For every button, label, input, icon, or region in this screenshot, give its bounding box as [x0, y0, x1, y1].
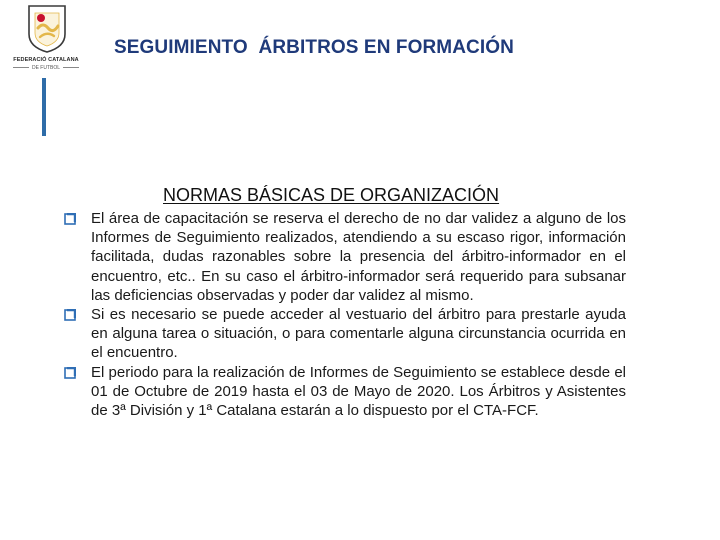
checkbox-icon: [64, 213, 76, 225]
page-title: SEGUIMIENTO ÁRBITROS EN FORMACIÓN: [114, 37, 514, 58]
federation-logo: [8, 4, 84, 76]
accent-bar: [42, 78, 46, 136]
logo-subtitle: DE FUTBOL: [8, 65, 84, 71]
section-heading: NORMAS BÁSICAS DE ORGANIZACIÓN: [163, 185, 500, 205]
shield-icon: [26, 4, 68, 54]
list-item: [64, 209, 626, 305]
checkbox-icon: [64, 309, 76, 321]
list-item-text: Si es necesario se puede acceder al vestuario del árbitro para prestarle ayuda en alguna tarea o situación, o para comentarle alguna circunstancia ocurrida en el encuentro.: [91, 306, 626, 362]
list-item-text: El periodo para la realización de Informes de Seguimiento se establece desde el 01 de Octubre de 2019 hasta el 03 de Mayo de 2020. Los Árbitros y Asistentes de 3ª División y 1ª Catalana estarán a lo dispuesto por el CTA-FCF.: [91, 363, 626, 420]
checkbox-icon: [64, 367, 76, 379]
list-item: [64, 305, 626, 363]
list-item: [64, 363, 626, 421]
logo-name: FEDERACIÓ CATALANA: [13, 57, 79, 63]
rules-list: [64, 209, 626, 420]
list-item-text: El área de capacitación se reserva el derecho de no dar validez a alguno de los Informes de Seguimiento realizados, atendiendo a su escaso rigor, información facilitada, dudas razonables sobre la presencia del árbitro-informador en el encuentro, etc.. En su caso el árbitro-informador será requerido para subsanar las deficiencias observadas y poder dar validez al mismo.: [91, 210, 626, 304]
